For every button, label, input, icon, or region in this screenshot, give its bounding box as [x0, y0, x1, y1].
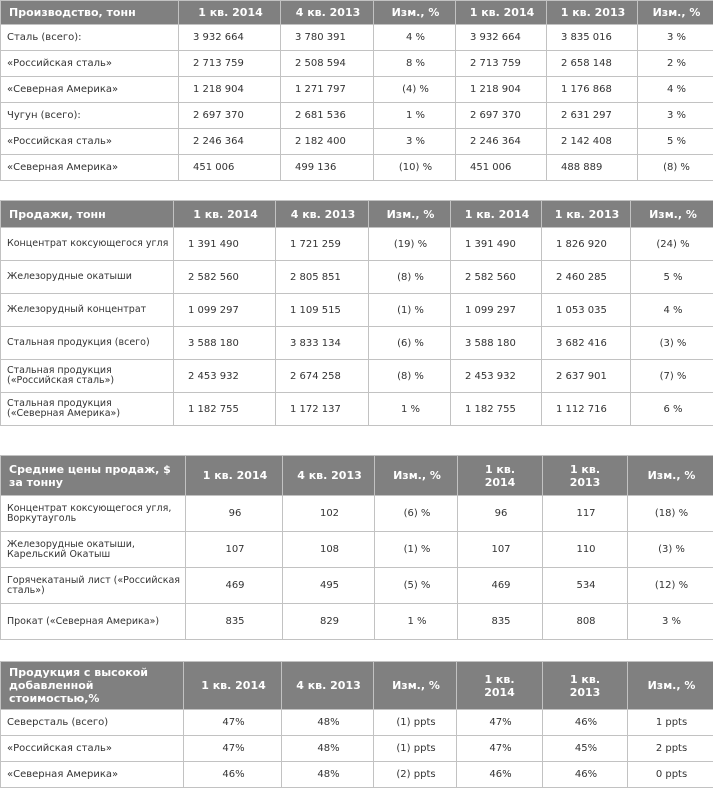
header-period: 1 кв. 2014: [458, 456, 543, 496]
header-period: 4 кв. 2013: [276, 201, 369, 228]
header-period: 4 кв. 2013: [282, 662, 374, 710]
cell-value: 2 697 370: [179, 103, 281, 129]
header-category: Средние цены продаж, $ за тонну: [1, 456, 186, 496]
table-row: [1, 25, 713, 51]
cell-change: 1 %: [374, 103, 456, 129]
header-period: 4 кв. 2013: [283, 456, 375, 496]
header-change: Изм., %: [628, 456, 713, 496]
cell-value: 1 053 035: [542, 294, 631, 327]
table-row: [1, 155, 713, 181]
cell-value: 451 006: [456, 155, 547, 181]
cell-change: 3 %: [374, 129, 456, 155]
header-period: 1 кв. 2014: [184, 662, 282, 710]
table-row: [1, 261, 713, 294]
cell-value: 3 588 180: [174, 327, 276, 360]
cell-value: 2 460 285: [542, 261, 631, 294]
cell-change: 1 ppts: [628, 710, 713, 736]
cell-change: 5 %: [638, 129, 713, 155]
row-label: Концентрат коксующегося угля, Воркутауголь: [1, 496, 186, 532]
cell-change: 3 %: [628, 604, 713, 640]
header-period: 1 кв. 2014: [174, 201, 276, 228]
table-row: [1, 228, 713, 261]
cell-change: (6) %: [369, 327, 451, 360]
cell-change: 4 %: [374, 25, 456, 51]
cell-value: 2 713 759: [456, 51, 547, 77]
cell-change: (3) %: [628, 532, 713, 568]
cell-value: 1 099 297: [174, 294, 276, 327]
cell-value: 47%: [184, 736, 282, 762]
row-label: «Северная Америка»: [1, 77, 179, 103]
cell-value: 829: [283, 604, 375, 640]
cell-change: (19) %: [369, 228, 451, 261]
cell-change: (2) ppts: [374, 762, 457, 788]
cell-value: 3 588 180: [451, 327, 542, 360]
cell-value: 47%: [457, 710, 543, 736]
table-row: [1, 77, 713, 103]
row-label: Прокат («Северная Америка»): [1, 604, 186, 640]
cell-change: (1) %: [375, 532, 458, 568]
prices-table: [0, 455, 713, 640]
cell-value: 48%: [282, 710, 374, 736]
header-change: Изм., %: [374, 662, 457, 710]
cell-value: 2 453 932: [451, 360, 542, 393]
cell-change: (6) %: [375, 496, 458, 532]
cell-value: 488 889: [547, 155, 638, 181]
cell-value: 102: [283, 496, 375, 532]
header-period: 1 кв. 2014: [179, 1, 281, 25]
cell-value: 1 182 755: [451, 393, 542, 426]
header-period: 1 кв. 2013: [547, 1, 638, 25]
cell-value: 835: [186, 604, 283, 640]
header-category: Производство, тонн: [1, 1, 179, 25]
header-period: 1 кв. 2014: [451, 201, 542, 228]
cell-value: 2 246 364: [179, 129, 281, 155]
cell-change: (12) %: [628, 568, 713, 604]
row-label: Стальная продукция («Российская сталь»): [1, 360, 174, 393]
table-row: [1, 736, 713, 762]
table-row: [1, 710, 713, 736]
cell-value: 1 391 490: [451, 228, 542, 261]
cell-change: 8 %: [374, 51, 456, 77]
cell-value: 1 172 137: [276, 393, 369, 426]
header-period: 4 кв. 2013: [281, 1, 374, 25]
cell-value: 2 631 297: [547, 103, 638, 129]
cell-value: 534: [543, 568, 628, 604]
cell-value: 1 099 297: [451, 294, 542, 327]
row-label: Сталь (всего):: [1, 25, 179, 51]
table-row: [1, 393, 713, 426]
cell-value: 107: [458, 532, 543, 568]
cell-value: 3 932 664: [179, 25, 281, 51]
cell-value: 46%: [457, 762, 543, 788]
cell-change: (4) %: [374, 77, 456, 103]
cell-value: 469: [186, 568, 283, 604]
cell-value: 46%: [184, 762, 282, 788]
cell-value: 2 681 536: [281, 103, 374, 129]
cell-value: 2 142 408: [547, 129, 638, 155]
cell-value: 2 674 258: [276, 360, 369, 393]
cell-change: (18) %: [628, 496, 713, 532]
cell-change: 3 %: [638, 25, 713, 51]
cell-value: 2 713 759: [179, 51, 281, 77]
table-row: [1, 532, 713, 568]
cell-change: (1) ppts: [374, 710, 457, 736]
row-label: «Российская сталь»: [1, 129, 179, 155]
cell-change: (5) %: [375, 568, 458, 604]
cell-change: 5 %: [631, 261, 713, 294]
cell-value: 2 453 932: [174, 360, 276, 393]
header-change: Изм., %: [369, 201, 451, 228]
header-change: Изм., %: [374, 1, 456, 25]
cell-change: (24) %: [631, 228, 713, 261]
cell-value: 3 932 664: [456, 25, 547, 51]
cell-change: 0 ppts: [628, 762, 713, 788]
table-header-row: [1, 456, 713, 496]
cell-value: 2 508 594: [281, 51, 374, 77]
header-period: 1 кв. 2014: [457, 662, 543, 710]
cell-value: 2 182 400: [281, 129, 374, 155]
cell-value: 1 218 904: [179, 77, 281, 103]
cell-value: 47%: [457, 736, 543, 762]
table-row: [1, 51, 713, 77]
header-period: 1 кв. 2013: [542, 201, 631, 228]
cell-value: 46%: [543, 710, 628, 736]
header-change: Изм., %: [628, 662, 713, 710]
cell-change: (1) ppts: [374, 736, 457, 762]
header-change: Изм., %: [375, 456, 458, 496]
cell-value: 2 582 560: [451, 261, 542, 294]
header-change: Изм., %: [638, 1, 713, 25]
table-row: [1, 294, 713, 327]
row-label: Горячекатаный лист («Российская сталь»): [1, 568, 186, 604]
cell-value: 45%: [543, 736, 628, 762]
header-period: 1 кв. 2013: [543, 662, 628, 710]
cell-value: 469: [458, 568, 543, 604]
cell-change: 4 %: [638, 77, 713, 103]
table-row: [1, 103, 713, 129]
cell-value: 47%: [184, 710, 282, 736]
cell-value: 3 682 416: [542, 327, 631, 360]
table-row: [1, 604, 713, 640]
cell-value: 1 182 755: [174, 393, 276, 426]
row-label: Концентрат коксующегося угля: [1, 228, 174, 261]
row-label: Железорудный концентрат: [1, 294, 174, 327]
cell-value: 1 176 868: [547, 77, 638, 103]
cell-change: 3 %: [638, 103, 713, 129]
table-row: [1, 360, 713, 393]
cell-value: 808: [543, 604, 628, 640]
header-period: 1 кв. 2014: [456, 1, 547, 25]
table-row: [1, 762, 713, 788]
table-header-row: [1, 1, 713, 25]
cell-change: (8) %: [369, 261, 451, 294]
sales-table: [0, 200, 713, 426]
cell-value: 3 835 016: [547, 25, 638, 51]
cell-change: (1) %: [369, 294, 451, 327]
header-period: 1 кв. 2014: [186, 456, 283, 496]
production-table: [0, 0, 713, 181]
row-label: Железорудные окатыши: [1, 261, 174, 294]
table-row: [1, 568, 713, 604]
cell-change: 2 ppts: [628, 736, 713, 762]
cell-value: 2 805 851: [276, 261, 369, 294]
cell-value: 117: [543, 496, 628, 532]
row-label: Железорудные окатыши, Карельский Окатыш: [1, 532, 186, 568]
cell-value: 110: [543, 532, 628, 568]
header-change: Изм., %: [631, 201, 713, 228]
row-label: Северсталь (всего): [1, 710, 184, 736]
cell-value: 2 658 148: [547, 51, 638, 77]
header-category: Продукция с высокой добавленной стоимостью,%: [1, 662, 184, 710]
row-label: «Северная Америка»: [1, 762, 184, 788]
cell-value: 108: [283, 532, 375, 568]
row-label: «Северная Америка»: [1, 155, 179, 181]
cell-change: (8) %: [638, 155, 713, 181]
cell-value: 1 218 904: [456, 77, 547, 103]
cell-change: 1 %: [369, 393, 451, 426]
cell-change: (7) %: [631, 360, 713, 393]
row-label: Стальная продукция (всего): [1, 327, 174, 360]
cell-value: 2 246 364: [456, 129, 547, 155]
cell-value: 1 109 515: [276, 294, 369, 327]
cell-value: 3 780 391: [281, 25, 374, 51]
cell-value: 1 112 716: [542, 393, 631, 426]
cell-value: 96: [458, 496, 543, 532]
cell-value: 107: [186, 532, 283, 568]
row-label: «Российская сталь»: [1, 736, 184, 762]
row-label: Стальная продукция («Северная Америка»): [1, 393, 174, 426]
cell-change: (8) %: [369, 360, 451, 393]
cell-change: 6 %: [631, 393, 713, 426]
cell-value: 1 391 490: [174, 228, 276, 261]
row-label: Чугун (всего):: [1, 103, 179, 129]
cell-value: 2 582 560: [174, 261, 276, 294]
hva-table: [0, 661, 713, 788]
cell-value: 96: [186, 496, 283, 532]
cell-change: (10) %: [374, 155, 456, 181]
table-row: [1, 129, 713, 155]
table-header-row: [1, 201, 713, 228]
table-row: [1, 327, 713, 360]
cell-value: 1 826 920: [542, 228, 631, 261]
cell-value: 46%: [543, 762, 628, 788]
cell-value: 2 697 370: [456, 103, 547, 129]
cell-value: 3 833 134: [276, 327, 369, 360]
cell-value: 1 721 259: [276, 228, 369, 261]
cell-value: 1 271 797: [281, 77, 374, 103]
header-category: Продажи, тонн: [1, 201, 174, 228]
cell-change: 1 %: [375, 604, 458, 640]
cell-value: 499 136: [281, 155, 374, 181]
cell-value: 2 637 901: [542, 360, 631, 393]
table-header-row: [1, 662, 713, 710]
cell-value: 48%: [282, 736, 374, 762]
table-row: [1, 496, 713, 532]
cell-value: 451 006: [179, 155, 281, 181]
cell-value: 835: [458, 604, 543, 640]
cell-change: (3) %: [631, 327, 713, 360]
cell-change: 2 %: [638, 51, 713, 77]
cell-change: 4 %: [631, 294, 713, 327]
cell-value: 495: [283, 568, 375, 604]
header-period: 1 кв. 2013: [543, 456, 628, 496]
cell-value: 48%: [282, 762, 374, 788]
row-label: «Российская сталь»: [1, 51, 179, 77]
